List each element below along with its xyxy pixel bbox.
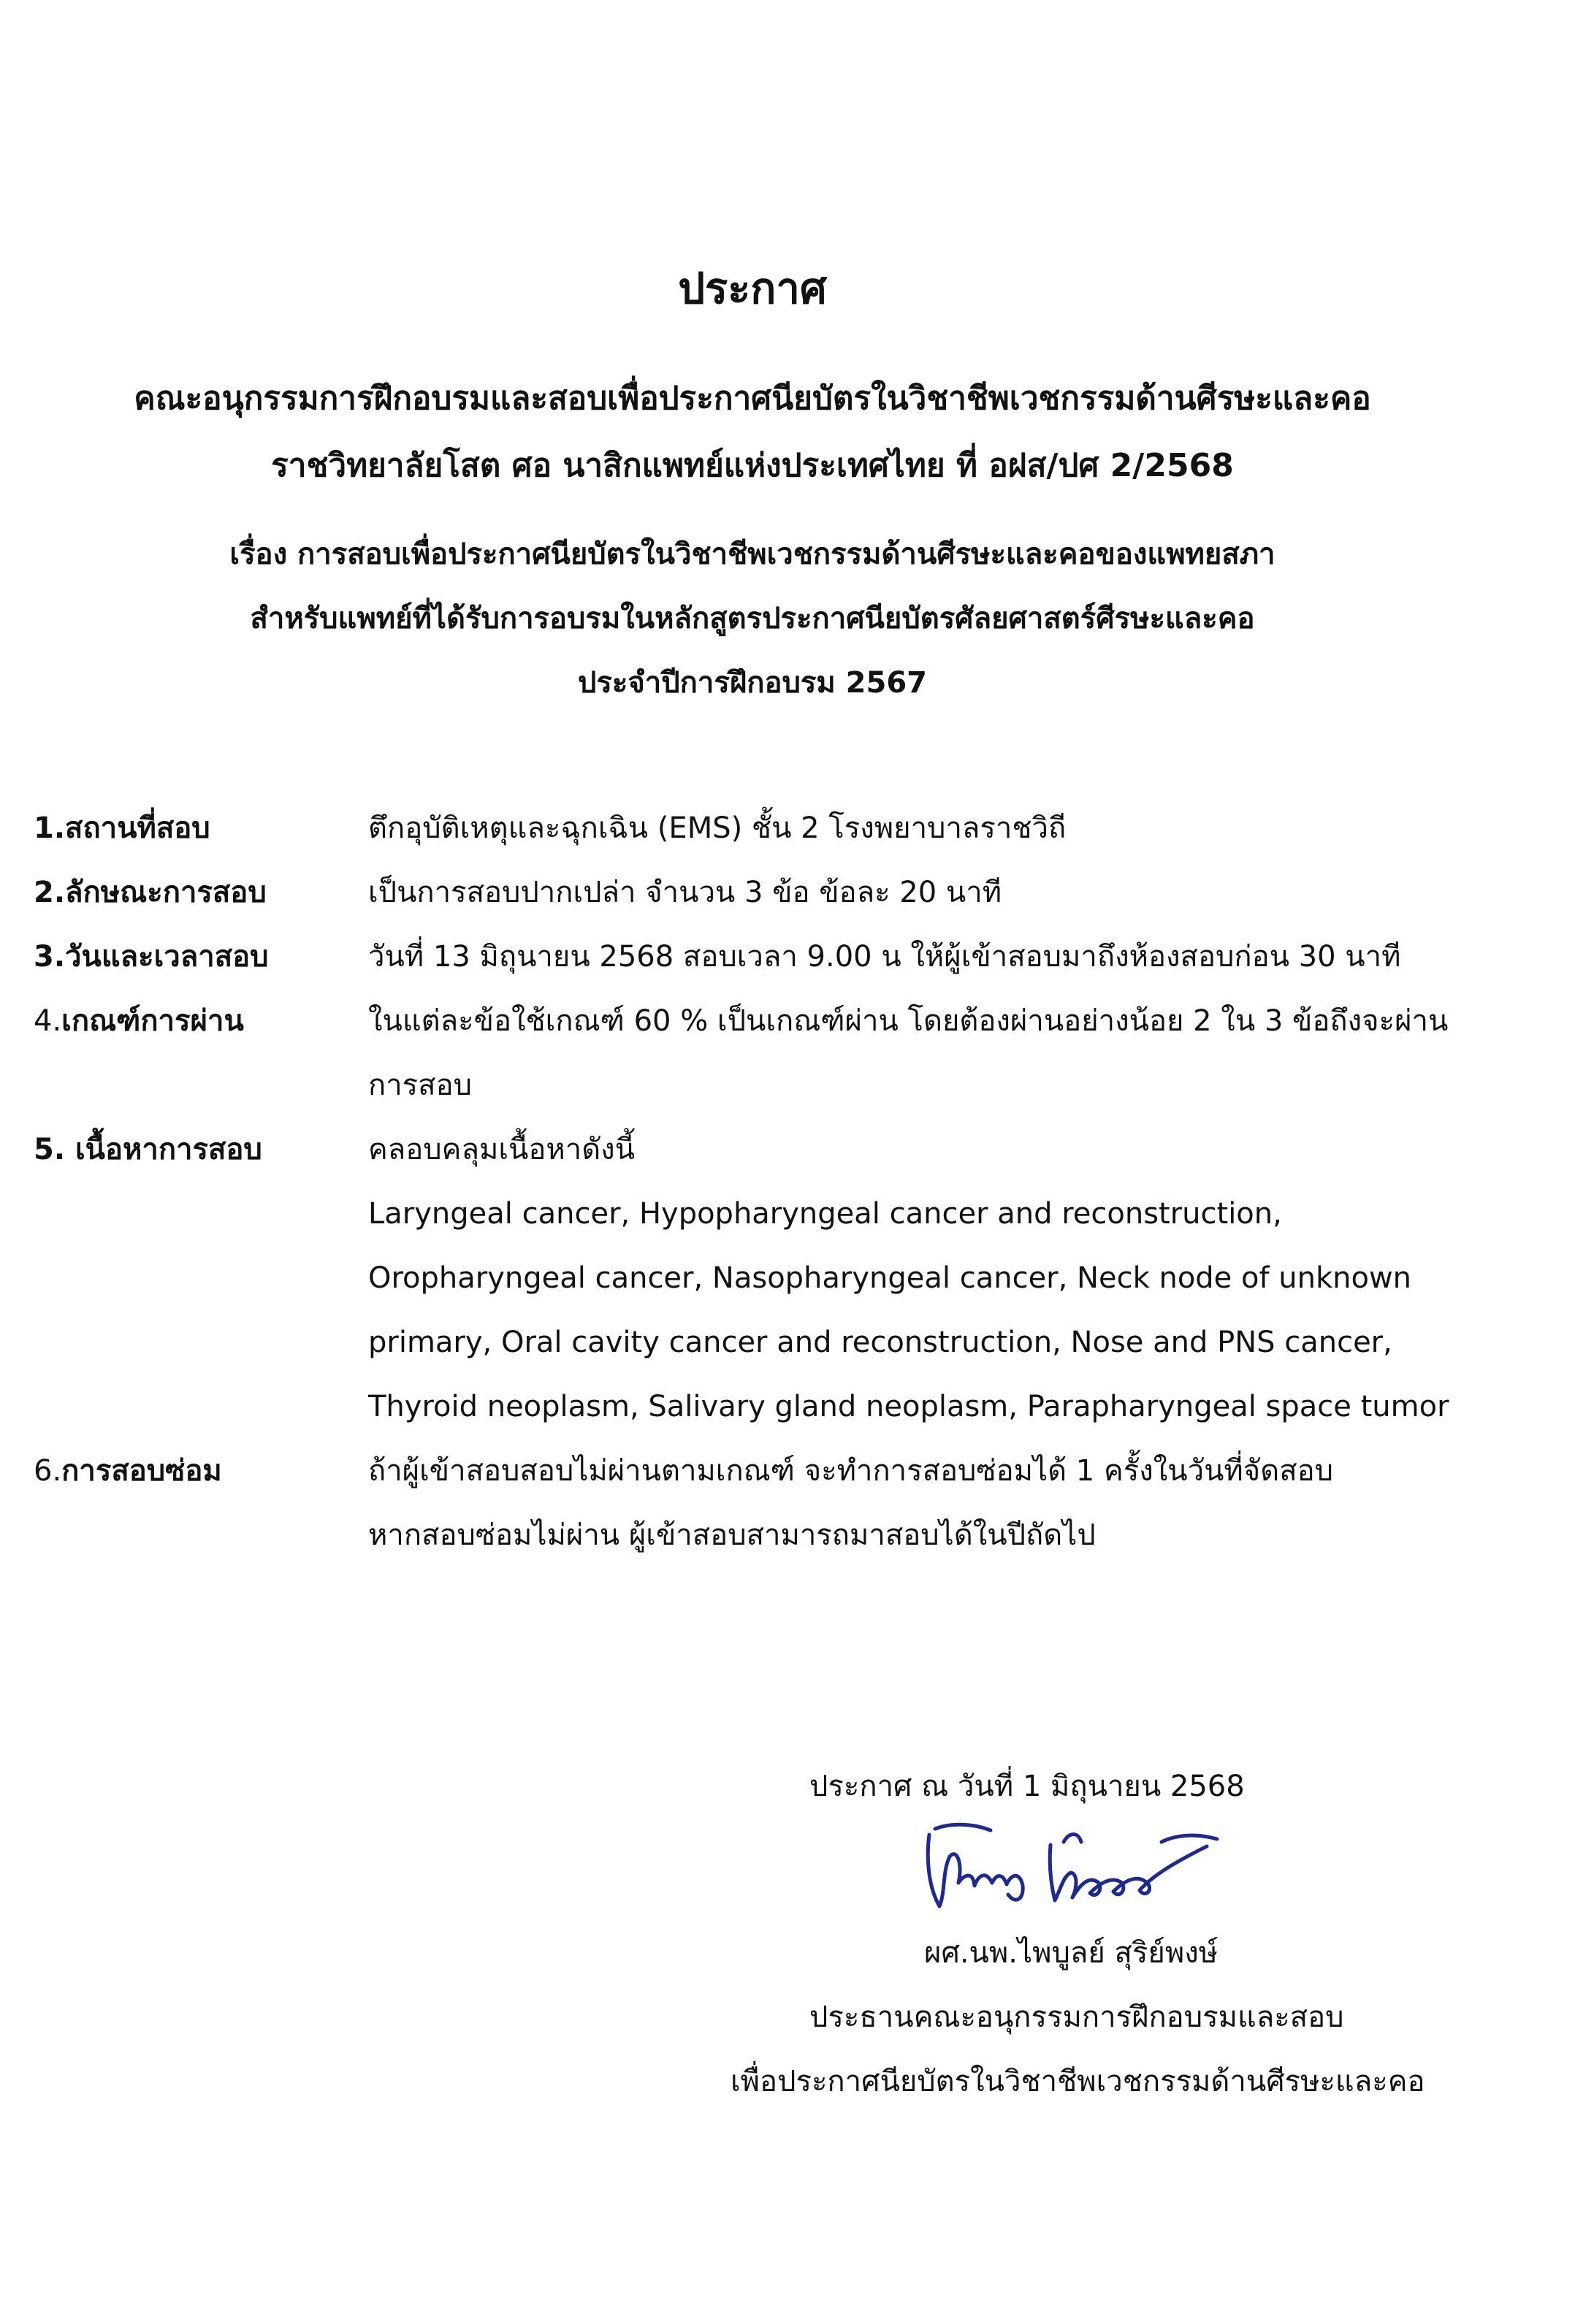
committee-line-1: คณะอนุกรรมการฝึกอบรมและสอบเพื่อประกาศนียบัตรในวิชาชีพเวชกรรมด้านศีรษะและคอ (134, 380, 1371, 417)
detail-text: เป็นการสอบปากเปล่า จำนวน 3 ข้อ ข้อละ 20 นาที (368, 876, 1002, 909)
signature-strokes (928, 1824, 1217, 1906)
detail-text: Oropharyngeal cancer, Nasopharyngeal cancer, Neck node of unknown (368, 1261, 1412, 1295)
detail-body (368, 1117, 1524, 1439)
committee-heading (0, 365, 1505, 500)
detail-text: primary, Oral cavity cancer and reconstruction, Nose and PNS cancer, (368, 1326, 1392, 1359)
detail-label (34, 796, 368, 860)
detail-number: 3. (34, 940, 66, 974)
detail-body (368, 925, 1524, 989)
detail-label (34, 1439, 368, 1503)
detail-text: คลอบคลุมเนื้อหาดังนี้ (368, 1133, 636, 1166)
detail-item-datetime (34, 925, 1524, 989)
subject-line-2: สำหรับแพทย์ที่ได้รับการอบรมในหลักสูตรประกาศนียบัตรศัลยศาสตร์ศีรษะและคอ (250, 602, 1255, 635)
detail-number: 6. (34, 1454, 62, 1488)
detail-label-text: วันและเวลาสอบ (65, 940, 269, 974)
detail-body (368, 796, 1524, 860)
page-title (0, 254, 1505, 322)
subject-heading (0, 522, 1505, 715)
detail-number: 1. (34, 811, 66, 845)
detail-label (34, 989, 368, 1053)
detail-item-location (34, 796, 1524, 860)
title-text: ประกาศ (678, 264, 827, 313)
detail-number: 5. (34, 1133, 75, 1166)
detail-body (368, 989, 1524, 1117)
signer-position-line-2: เพื่อประกาศนียบัตรในวิชาชีพเวชกรรมด้านศีรษะและคอ (731, 2065, 1425, 2098)
signer-name: ผศ.นพ.ไพบูลย์ สุริย์พงษ์ (924, 1936, 1219, 1970)
detail-body (368, 1439, 1524, 1567)
detail-number: 4. (34, 1004, 62, 1038)
exam-details-list (34, 796, 1524, 1567)
detail-text: การสอบ (368, 1069, 472, 1102)
detail-label (34, 925, 368, 989)
handwritten-signature (920, 1813, 1227, 1922)
detail-text: หากสอบซ่อมไม่ผ่าน ผู้เข้าสอบสามารถมาสอบได้ในปีถัดไป (368, 1518, 1096, 1552)
detail-label-text: เกณฑ์การผ่าน (61, 1004, 244, 1038)
subject-line-1: เรื่อง การสอบเพื่อประกาศนียบัตรในวิชาชีพเวชกรรมด้านศีรษะและคอของแพทยสภา (229, 538, 1275, 571)
detail-item-reexam (34, 1439, 1524, 1567)
detail-label-text: การสอบซ่อม (61, 1454, 222, 1488)
detail-label (34, 1117, 368, 1182)
detail-label (34, 860, 368, 925)
detail-text: ในแต่ละข้อใช้เกณฑ์ 60 % เป็นเกณฑ์ผ่าน โดยต้องผ่านอย่างน้อย 2 ใน 3 ข้อถึงจะผ่าน (368, 1004, 1449, 1038)
detail-body (368, 860, 1524, 925)
detail-text: ถ้าผู้เข้าสอบสอบไม่ผ่านตามเกณฑ์ จะทำการสอบซ่อมได้ 1 ครั้งในวันที่จัดสอบ (368, 1454, 1334, 1488)
detail-label-text: ลักษณะการสอบ (65, 876, 267, 909)
detail-text: วันที่ 13 มิถุนายน 2568 สอบเวลา 9.00 น ให้ผู้เข้าสอบมาถึงห้องสอบก่อน 30 นาที (368, 940, 1401, 974)
detail-text: Thyroid neoplasm, Salivary gland neoplasm, Parapharyngeal space tumor (368, 1390, 1449, 1423)
subject-line-3: ประจำปีการฝึกอบรม 2567 (578, 666, 927, 700)
detail-number: 2. (34, 876, 66, 909)
detail-item-content (34, 1117, 1524, 1439)
announcement-date: ประกาศ ณ วันที่ 1 มิถุนายน 2568 (809, 1770, 1245, 1803)
detail-label-text: สถานที่สอบ (65, 811, 210, 845)
detail-text: ตึกอุบัติเหตุและฉุกเฉิน (EMS) ชั้น 2 โรงพยาบาลราชวิถี (368, 811, 1067, 845)
committee-line-2: ราชวิทยาลัยโสต ศอ นาสิกแพทย์แห่งประเทศไทย ที่ อฝส/ปศ 2/2568 (271, 447, 1234, 484)
detail-label-text: เนื้อหาการสอบ (75, 1133, 262, 1166)
signer-position-line-1: ประธานคณะอนุกรรมการฝึกอบรมและสอบ (809, 2000, 1344, 2034)
detail-item-criteria (34, 989, 1524, 1117)
detail-item-format (34, 860, 1524, 925)
detail-text: Laryngeal cancer, Hypopharyngeal cancer and reconstruction, (368, 1197, 1282, 1231)
